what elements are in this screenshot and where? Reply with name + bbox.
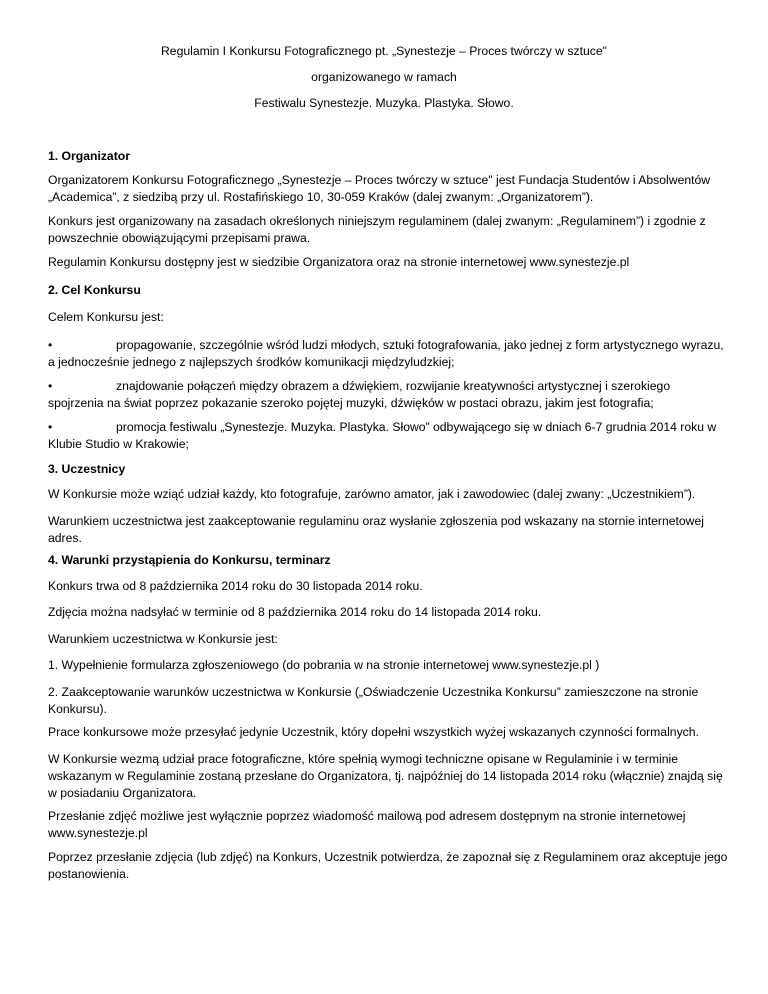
goal-bullet-1: • propagowanie, szczególnie wśród ludzi młodych, sztuki fotografowania, jako jednej z form artystycznego wyrazu, a jednocześnie jednego z najlepszych środków komunikacji międzyludzkiej; [48,338,724,369]
festival-name: Festiwalu Synestezje. Muzyka. Plastyka. Słowo. [254,96,514,110]
section-heading-goal: 2. Cel Konkursu [48,283,141,297]
technical-requirements-paragraph: W Konkursie wezmą udział prace fotograficzne, które spełnią wymogi techniczne opisane w Regulaminie i w terminie wskazanym w Regulaminie zostaną przesłane do Organizatora, tj. najpóźniej do 14 listopada 2014 roku (włącznie) znajdą się w posiadaniu Organizatora. [48,752,723,800]
document-subtitle: organizowanego w ramach [311,70,457,84]
formalities-paragraph: Prace konkursowe może przesyłać jedynie Uczestnik, który dopełni wszystkich wyżej wskazanych czynności formalnych. [48,725,699,739]
section-heading-organizer: 1. Organizator [48,149,130,163]
goal-bullet-3: • promocja festiwalu „Synestezje. Muzyka. Plastyka. Słowo” odbywającego się w dniach 6-7 grudnia 2014 roku w Klubie Studio w Krakowie; [48,420,717,451]
participation-requirements-intro: Warunkiem uczestnictwa w Konkursie jest: [48,632,278,646]
bullet-icon: • [48,379,53,393]
section-heading-conditions: 4. Warunki przystąpienia do Konkursu, terminarz [48,553,331,567]
rules-availability-paragraph: Regulamin Konkursu dostępny jest w siedzibie Organizatora oraz na stronie internetowej www.synestezje.pl [48,255,630,269]
submission-method-paragraph: Przesłanie zdjęć możliwe jest wyłącznie poprzez wiadomość mailową pod adresem dostępnym na stronie internetowej www.synestezje.pl [48,809,686,840]
contest-duration: Konkurs trwa od 8 października 2014 roku do 30 listopada 2014 roku. [48,579,423,593]
document-title: Regulamin I Konkursu Fotograficznego pt. „Synestezje – Proces twórczy w sztuce" [161,44,607,58]
rules-basis-paragraph: Konkurs jest organizowany na zasadach określonych niniejszym regulaminem (dalej zwanym: „Regulaminem”) i zgodnie z powszechnie obowiązującymi przepisami prawa. [48,214,706,245]
participation-condition-paragraph: Warunkiem uczestnictwa jest zaakceptowanie regulaminu oraz wysłanie zgłoszenia pod wskazany na stornie internetowej adres. [48,514,704,545]
goal-intro: Celem Konkursu jest: [48,310,164,324]
bullet-icon: • [48,420,53,434]
bullet-icon: • [48,338,53,352]
participants-paragraph: W Konkursie może wziąć udział każdy, kto fotografuje, zarówno amator, jak i zawodowiec (dalej zwany: „Uczestnikiem”). [48,487,696,501]
goal-bullet-2: • znajdowanie połączeń między obrazem a dźwiękiem, rozwijanie kreatywności artystycznej i szerokiego spojrzenia na świat poprzez pokazanie szeroko pojętej muzyki, dźwięków w postaci obrazu, jakim jest fotografia; [48,379,671,410]
section-heading-participants: 3. Uczestnicy [48,462,126,476]
submission-period: Zdjęcia można nadsyłać w terminie od 8 października 2014 roku do 14 listopada 2014 roku. [48,605,542,619]
requirement-1: 1. Wypełnienie formularza zgłoszeniowego (do pobrania w na stronie internetowej www.synestezje.pl ) [48,658,600,672]
requirement-2: 2. Zaakceptowanie warunków uczestnictwa w Konkursie („Oświadczenie Uczestnika Konkursu” zamieszczone na stronie Konkursu). [48,685,699,716]
organizer-paragraph: Organizatorem Konkursu Fotograficznego „Synestezje – Proces twórczy w sztuce" jest Fundacja Studentów i Absolwentów „Academica”, z siedzibą przy ul. Rostafińskiego 10, 30-059 Kraków (dalej zwanym: „Organizatorem”). [48,173,711,204]
acceptance-paragraph: Poprzez przesłanie zdjęcia (lub zdjęć) na Konkurs, Uczestnik potwierdza, że zapoznał się z Regulaminem oraz akceptuje jego postanowienia. [48,850,728,881]
